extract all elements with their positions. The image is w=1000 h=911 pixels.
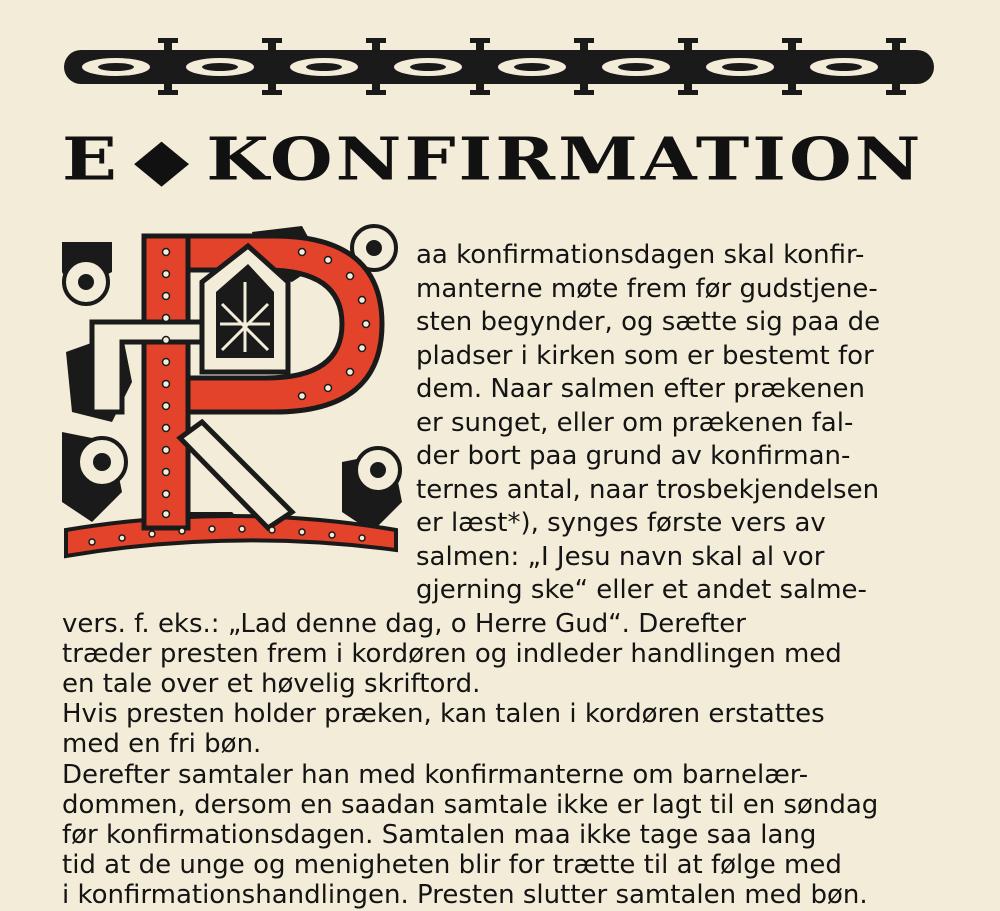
text-line: tid at de unge og menigheten blir for trætte til at følge med bbox=[62, 850, 842, 880]
text-line: Hvis presten holder præken, kan talen i kordøren erstattes bbox=[62, 699, 825, 729]
text-line: vers. f. eks.: „Lad denne dag, o Herre Gud“. Derefter bbox=[62, 609, 746, 639]
text-line: dommen, dersom en saadan samtale ikke er lagt til en søndag bbox=[62, 790, 879, 820]
text-line: gjerning ske“ eller et andet salme- bbox=[416, 575, 867, 605]
text-line: en tale over et høvelig skriftord. bbox=[62, 669, 481, 699]
page-title bbox=[62, 123, 932, 194]
section-title: KONFIRMATION bbox=[206, 123, 924, 194]
text-line: med en fri bøn. bbox=[62, 729, 262, 759]
text-line: før konfirmationsdagen. Samtalen maa ikke tage saa lang bbox=[62, 820, 817, 850]
text-line: aa konfirmationsdagen skal konfir- bbox=[416, 240, 865, 270]
section-letter: E bbox=[62, 123, 120, 194]
text-line: pladser i kirken som er bestemt for bbox=[416, 341, 874, 371]
ornamental-border bbox=[64, 30, 934, 100]
text-line: sten begynder, og sætte sig paa de bbox=[416, 307, 881, 337]
text-line: er sunget, eller om prækenen fal- bbox=[416, 408, 854, 438]
diamond-separator-icon: ◆ bbox=[133, 123, 193, 194]
text-line: Derefter samtaler han med konfirmanterne om barnelær- bbox=[62, 760, 809, 790]
text-line: træder presten frem i kordøren og indleder handlingen med bbox=[62, 639, 842, 669]
text-line: er læst*), synges første vers av bbox=[416, 508, 826, 538]
text-line: der bort paa grund av konfirman- bbox=[416, 441, 851, 471]
text-line: manterne møte frem før gudstjene- bbox=[416, 274, 878, 304]
decorated-initial-icon bbox=[52, 212, 414, 568]
text-line: salmen: „I Jesu navn skal al vor bbox=[416, 542, 825, 572]
text-line: ternes antal, naar trosbekjendelsen bbox=[416, 475, 880, 505]
text-line: dem. Naar salmen efter prækenen bbox=[416, 374, 866, 404]
text-line: i konfirmationshandlingen. Presten slutter samtalen med bøn. bbox=[62, 880, 868, 910]
